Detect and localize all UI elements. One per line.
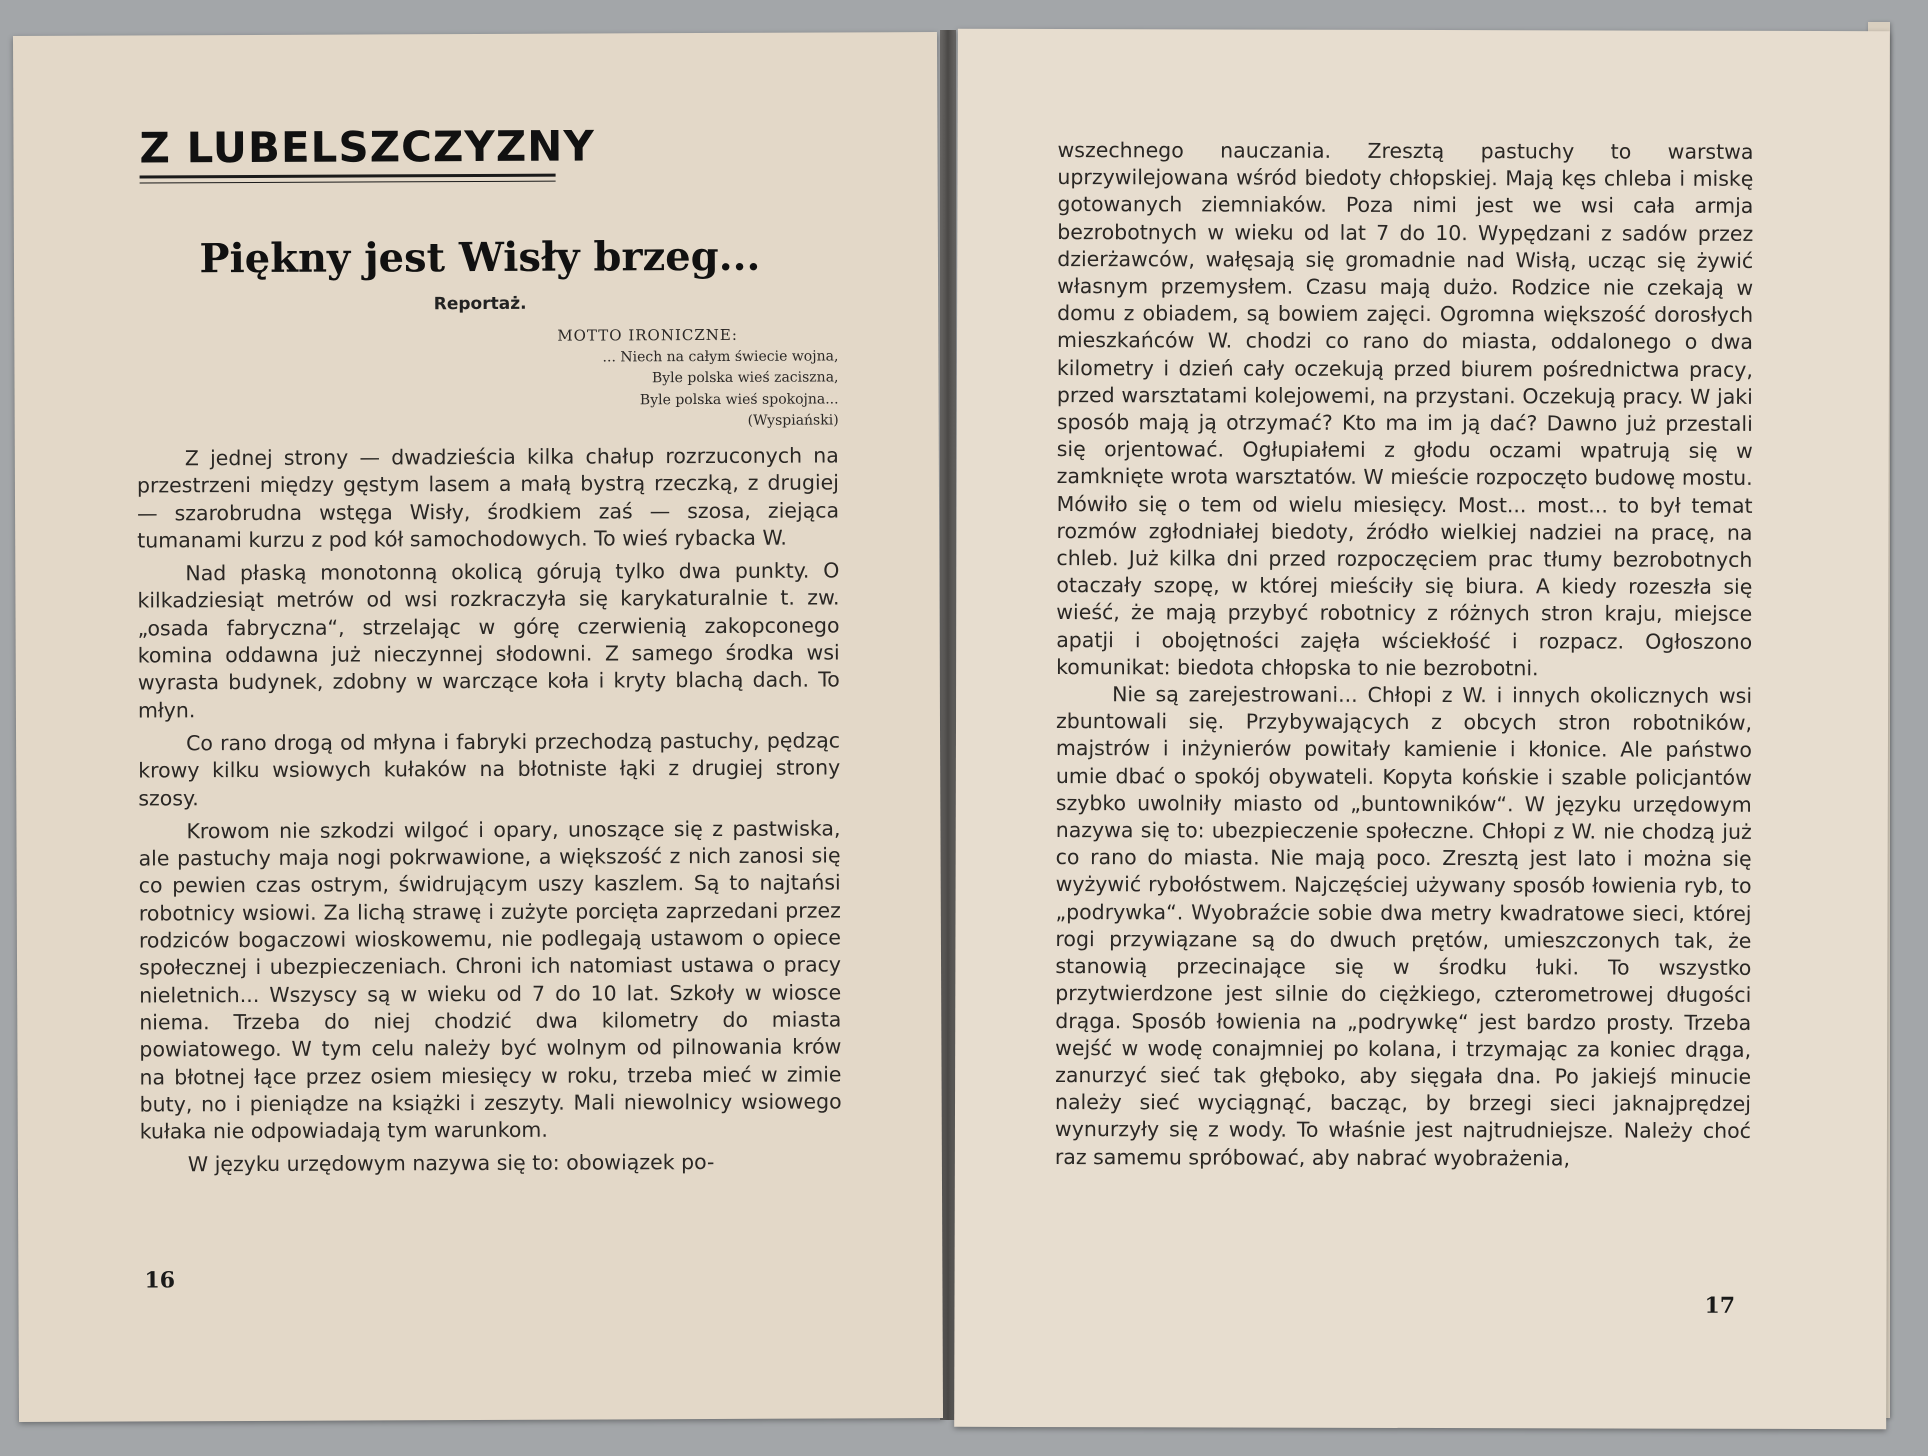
motto [454, 324, 838, 433]
paragraph: Z jednej strony — dwadzieścia kilka chałup rozrzuconych na przestrzeni między gęstym lasem a małą bystrą rzeczką, z drugiej — szarobrudna wstęga Wisły, środkiem zaś — szosa, ziejąca tumanami kurzu z pod kół samochodowych. To wieś rybacka W. [136, 443, 840, 553]
motto-line: Byle polska wieś spokojna... [639, 390, 839, 408]
motto-heading: MOTTO IRONICZNE: [557, 325, 738, 345]
left-column-text [137, 442, 842, 1179]
motto-line: Byle polska wieś zaciszna, [651, 369, 839, 387]
header-rule [140, 174, 556, 179]
article-title: Piękny jest Wisły brzeg... [199, 232, 761, 283]
right-column-text [1055, 137, 1754, 1173]
paragraph: Co rano drogą od młyna i fabryki przechodzą pastuchy, pędząc krowy kilku wsiowych kułaków na błotniste łąki z drugiej strony szosy. [138, 728, 841, 811]
book-spine [940, 30, 956, 1420]
page-number: 16 [144, 1267, 176, 1294]
paragraph: Nie są zarejestrowani... Chłopi z W. i innych okolicznych wsi zbuntowali się. Przybywających z obcych stron robotników, majstrów i inżynierów powitały kamienie i kłonice. Ale państwo umie dbać o spokój obywateli. Kopyta końskie i szable policjantów szybko uwolniły miasto od „buntowników“. W języku urzędowym nazywa się to: ubezpieczenie społeczne. Chłopi z W. nie chodzą już co rano do miasta. Nie mają poco. Zresztą jest lato i można się wyżywić rybołóstwem. Najczęściej używany sposób łowienia ryb, to „podrywka“. Wyobraźcie sobie dwa metry kwadratowe sieci, której rogi przywiązane są do dwuch prętów, umieszczonych tak, że stanowią przecinające się w środku łuki. To wszystko przytwierdzone jest silnie do ciężkiego, czterometrowej długości drąga. Sposób łowienia na „podrywkę“ jest bardzo prosty. Trzeba wejść w wodę conajmniej po kolana, i trzymając za koniec drąga, zanurzyć sieć tak głęboko, aby sięgała dna. Po jakiejś minucie należy sieć wyciągnąć, bacząc, by brzegi sieci jaknajprędzej wynurzyły się z wody. To właśnie jest najtrudniejsze. Należy choć raz samemu spróbować, aby nabrać wyobrażenia, [1054, 682, 1753, 1170]
motto-line: ... Niech na całym świecie wojna, [602, 347, 839, 365]
paragraph: Nad płaską monotonną okolicą górują tylko dwa punkty. O kilkadziesiąt metrów od wsi rozkraczyła się karykaturalnie t. zw. „osada fabryczna“, strzelając w górę czerwienią zakopconego komina oddawna już nieczynnej słodowni. Z samego środka wsi wyrasta budynek, zdobny w warczące koła i kryty blachą dach. To młyn. [137, 558, 840, 723]
paragraph: Krowom nie szkodzi wilgoć i opary, unoszące się z pastwiska, ale pastuchy maja nogi pokrwawione, a większość z nich zanosi się co pewien czas ostrym, świdrującym uszy kaszlem. Są to najtańsi robotnicy wsiowi. Za lichą strawę i zużyte porcięta zaprzedani przez rodziców bogaczowi wioskowemu, nie podlegają ustawom o opiece społecznej i ubezpieczeniach. Chroni ich natomiast ustawa o pracy nieletnich... Wszyscy są w wieku od 7 do 10 lat. Szkoły w wiosce niema. Trzeba do niej chodzić dwa kilometry do miasta powiatowego. W tym celu należy być wolnym od pilnowania krów na błotnej łące przez osiem miesięcy w roku, trzeba mieć w zimie buty, no i pieniądze na książki i zeszyty. Mali niewolnicy wsiowego kułaka nie odpowiadają tym warunkom. [138, 816, 842, 1144]
article-subtitle: Reportaż. [433, 293, 527, 315]
left-page [13, 32, 943, 1422]
right-page [954, 29, 1890, 1429]
motto-attribution: (Wyspiański) [747, 412, 839, 429]
paragraph: W języku urzędowym nazywa się to: obowiązek po- [187, 1150, 715, 1177]
header-rule [140, 181, 556, 184]
section-header: Z LUBELSZCZYZNY [139, 121, 595, 173]
paragraph: wszechnego nauczania. Zresztą pastuchy to warstwa uprzywilejowana wśród biedoty chłopskiej. Mają kęs chleba i miskę gotowanych ziemniaków. Poza nimi jest we wsi cała armja bezrobotnych w wieku od lat 7 do 10. Wypędzani z sadów przez dzierżawców, wałęsają się gromadnie nad Wisłą, ucząc się żywić własnym przemysłem. Czasu mają dużo. Rodzice nie czekają w domu z obiadem, są bowiem zajęci. Ogromna większość dorosłych mieszkańców W. chodzi co rano do miasta, oddalonego o dwa kilometry i dzień cały oczekują przed biurem pośrednictwa pracy, przed warsztatami kolejowemi, na przystani. Oczekują pracy. W jaki sposób mają ją otrzymać? Kto ma im ją dać? Dawno już przestali się orjentować. Ogłupiałemi z głodu oczami wpatrują się w zamknięte wrota warsztatów. W mieście rozpoczęto budowę mostu. Mówiło się o tem od wielu miesięcy. Most... most... to był temat rozmów zgłodniałej biedoty, źródło wielkiej nadziei na pracę, na chleb. Już kilka dni przed rozpoczęciem prac tłumy bezrobotnych otaczały szopę, w której mieściły się biura. A kiedy rozeszła się wieść, że mają przybyć robotnicy z różnych stron kraju, miejsce apatji i obojętności zajęła wściekłość i rozpacz. Ogłoszono komunikat: biedota chłopska to nie bezrobotni. [1056, 138, 1754, 681]
page-number: 17 [1704, 1292, 1736, 1319]
